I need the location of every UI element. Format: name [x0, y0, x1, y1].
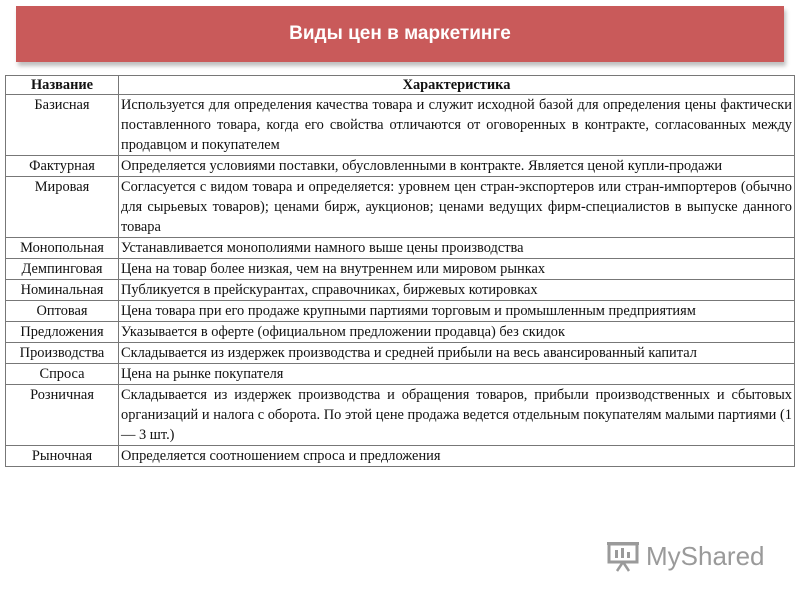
table-row [6, 322, 795, 343]
price-type-name: Демпинговая [6, 259, 119, 280]
price-type-description: Цена на рынке покупателя [119, 364, 795, 385]
price-type-description: Публикуется в прейскурантах, справочниках, биржевых котировках [119, 280, 795, 301]
price-type-description: Определяется условиями поставки, обусловленными в контракте. Является ценой купли-продажи [119, 156, 795, 177]
price-type-name: Фактурная [6, 156, 119, 177]
price-type-description: Определяется соотношением спроса и предложения [119, 446, 795, 467]
price-types-table [5, 75, 795, 467]
table-row [6, 156, 795, 177]
column-header-name: Название [6, 76, 119, 95]
price-type-name: Розничная [6, 385, 119, 446]
table-row [6, 385, 795, 446]
table-row [6, 259, 795, 280]
table-row [6, 364, 795, 385]
price-type-description: Указывается в оферте (официальном предложении продавца) без скидок [119, 322, 795, 343]
price-type-description: Складывается из издержек производства и средней прибыли на весь авансированный капитал [119, 343, 795, 364]
price-type-description: Цена на товар более низкая, чем на внутреннем или мировом рынках [119, 259, 795, 280]
price-type-description: Цена товара при его продаже крупными партиями торговым и промышленным предприятиям [119, 301, 795, 322]
price-type-name: Спроса [6, 364, 119, 385]
price-type-description: Складывается из издержек производства и обращения товаров, прибыли производственных и сбытовых организаций и налога с оборота. По этой цене продажа ведется отдельным покупателям малыми партиями (1— 3 шт.) [119, 385, 795, 446]
table-row [6, 446, 795, 467]
title-banner [16, 6, 784, 62]
price-type-description: Согласуется с видом товара и определяется: уровнем цен стран-экспортеров или стран-импортеров (обычно для сырьевых товаров); ценами бирж, аукционов; ценами ведущих фирм-специалистов в выпуске данного товара [119, 177, 795, 238]
myshared-watermark [606, 536, 765, 576]
table-row [6, 238, 795, 259]
table-row [6, 301, 795, 322]
price-type-description: Устанавливается монополиями намного выше цены производства [119, 238, 795, 259]
price-type-name: Монопольная [6, 238, 119, 259]
table-header-row [6, 76, 795, 95]
price-type-name: Базисная [6, 95, 119, 156]
price-type-name: Рыночная [6, 446, 119, 467]
column-header-description: Характеристика [119, 76, 795, 95]
price-type-name: Предложения [6, 322, 119, 343]
table-row [6, 95, 795, 156]
table-row [6, 177, 795, 238]
price-type-name: Производства [6, 343, 119, 364]
price-type-description: Используется для определения качества товара и служит исходной базой для определения цены фактически поставленного товара, когда его свойства отличаются от оговоренных в контракте, согласованных между продавцом и покупателем [119, 95, 795, 156]
watermark-text: MyShared [646, 540, 765, 571]
table-row [6, 280, 795, 301]
slideshow-icon [606, 540, 640, 572]
price-type-name: Мировая [6, 177, 119, 238]
price-type-name: Оптовая [6, 301, 119, 322]
price-type-name: Номинальная [6, 280, 119, 301]
page-title: Виды цен в маркетинге [289, 23, 511, 44]
table-row [6, 343, 795, 364]
